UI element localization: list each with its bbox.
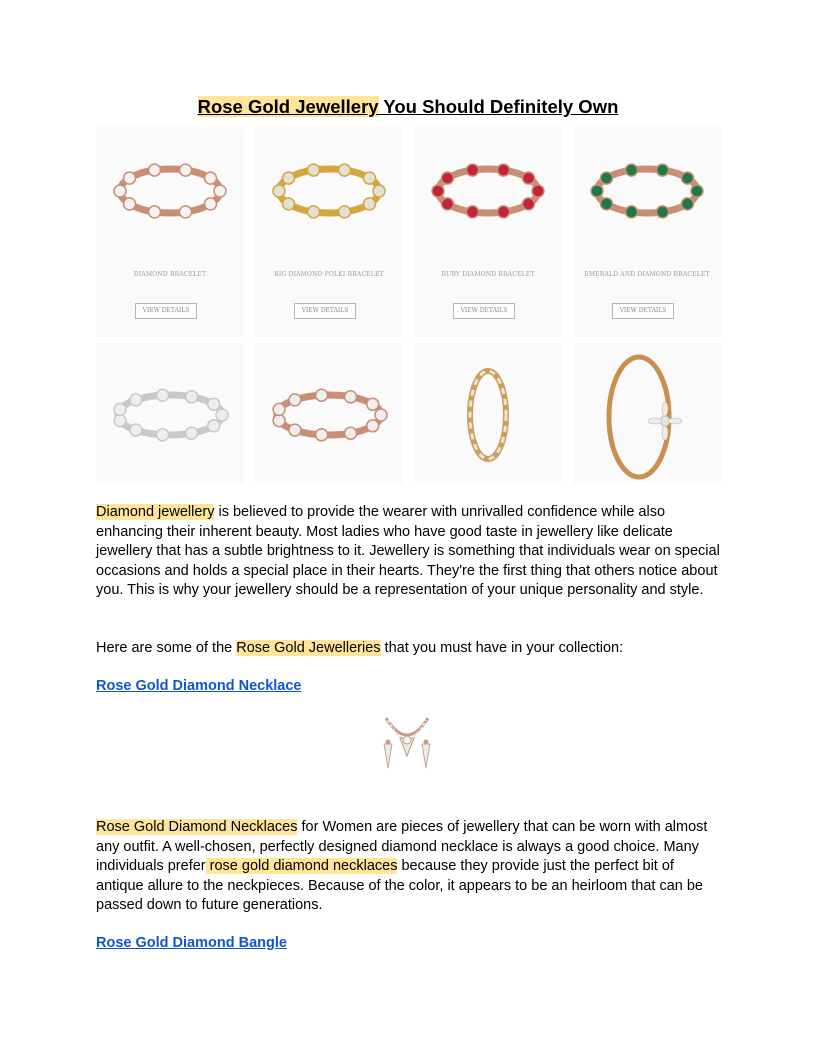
bracelet-stone	[442, 198, 454, 210]
bracelet-stone	[208, 398, 220, 410]
collection-paragraph	[96, 639, 722, 659]
section-heading	[96, 677, 722, 697]
bracelet-stone	[124, 198, 136, 210]
necklace-earrings-icon	[372, 712, 442, 782]
bracelet-stone	[186, 391, 198, 403]
bracelet-stone	[339, 206, 351, 218]
product-image	[96, 343, 244, 483]
highlight-text: Rose Gold Diamond Necklaces	[96, 819, 298, 835]
highlight-text: Rose Gold Jewelleries	[236, 640, 381, 656]
bracelet-stone	[289, 394, 301, 406]
bracelet-stone	[180, 164, 192, 176]
bracelet-stone	[273, 403, 285, 415]
bracelet-stone	[367, 398, 379, 410]
bracelet-stone	[339, 164, 351, 176]
intro-paragraph	[96, 503, 722, 601]
bracelet-icon	[96, 343, 244, 483]
paragraph-text: because they provide just the perfect bit of antique allure to the neckpieces. Because of the color, it appears to be an heirloom that can be passed down to future generations.	[96, 858, 703, 913]
flower-motif-icon	[648, 402, 682, 440]
bracelet-stone	[364, 198, 376, 210]
bracelet-stone	[316, 429, 328, 441]
bangle-icon	[414, 343, 562, 483]
section-heading	[96, 934, 722, 954]
bracelet-stone	[591, 185, 603, 197]
bracelet-stone	[124, 172, 136, 184]
bangle-icon	[573, 343, 721, 483]
bracelet-stone	[345, 391, 357, 403]
title-rest: You Should Definitely Own	[378, 96, 619, 117]
view-details-button[interactable]: VIEW DETAILS	[453, 303, 515, 319]
bracelet-stone	[626, 206, 638, 218]
bracelet-stone	[273, 185, 285, 197]
page-title	[0, 96, 816, 118]
necklace-link[interactable]: Rose Gold Diamond Necklace	[96, 678, 302, 694]
bracelet-icon	[414, 127, 562, 267]
paragraph-text: that you must have in your collection:	[380, 640, 624, 656]
bracelet-stone	[467, 206, 479, 218]
bracelet-stone	[114, 415, 126, 427]
bracelet-stone	[601, 198, 613, 210]
bracelet-icon	[255, 127, 403, 267]
product-card	[96, 127, 244, 337]
bracelet-stone	[149, 164, 161, 176]
necklace-paragraph	[96, 818, 722, 916]
bracelet-stone	[283, 198, 295, 210]
bracelet-stone	[208, 420, 220, 432]
bracelet-stone	[308, 206, 320, 218]
bracelet-stone	[367, 420, 379, 432]
bracelet-stone	[130, 424, 142, 436]
bracelet-stone	[216, 409, 228, 421]
bracelet-stone	[180, 206, 192, 218]
bracelet-stone	[626, 164, 638, 176]
view-details-button[interactable]: VIEW DETAILS	[294, 303, 356, 319]
bracelet-stone	[157, 389, 169, 401]
bracelet-stone	[157, 429, 169, 441]
product-caption: EMERALD AND DIAMOND BRACELET	[584, 271, 710, 278]
highlight-text: Diamond jewellery	[96, 504, 215, 520]
view-details-button[interactable]: VIEW DETAILS	[135, 303, 197, 319]
product-card	[573, 127, 721, 337]
paragraph-text: for Women are pieces of jewellery that can be worn with almost any outfit. A well-chosen, perfectly designed diamond necklace is always a good choice. Many individuals prefer	[96, 819, 708, 874]
bangle-band	[609, 357, 669, 477]
product-caption: RUBY DIAMOND BRACELET	[441, 271, 535, 278]
bracelet-stone	[186, 427, 198, 439]
bracelet-stone	[442, 172, 454, 184]
bracelet-stone	[498, 206, 510, 218]
bracelet-stone	[432, 185, 444, 197]
bracelet-stone	[657, 206, 669, 218]
title-highlight: Rose Gold Jewellery	[197, 96, 379, 117]
bracelet-icon	[96, 127, 244, 267]
product-image	[573, 343, 721, 483]
bracelet-stone	[273, 415, 285, 427]
bracelet-stone	[532, 185, 544, 197]
bracelet-stone	[205, 198, 217, 210]
product-card	[255, 127, 403, 337]
product-image	[255, 343, 403, 483]
product-gallery	[96, 127, 720, 483]
bangle-link[interactable]: Rose Gold Diamond Bangle	[96, 935, 287, 951]
bracelet-stone	[682, 198, 694, 210]
bracelet-stone	[283, 172, 295, 184]
product-image	[414, 343, 562, 483]
bracelet-stone	[149, 206, 161, 218]
view-details-button[interactable]: VIEW DETAILS	[612, 303, 674, 319]
bracelet-stone	[467, 164, 479, 176]
bracelet-stone	[523, 198, 535, 210]
bracelet-stone	[523, 172, 535, 184]
paragraph-text: Here are some of the	[96, 640, 237, 656]
product-caption: DIAMOND BRACELET	[133, 271, 207, 278]
bracelet-stone	[601, 172, 613, 184]
bracelet-stone	[375, 409, 387, 421]
bracelet-stone	[114, 403, 126, 415]
bracelet-stone	[373, 185, 385, 197]
bracelet-stone	[316, 389, 328, 401]
bracelet-stone	[130, 394, 142, 406]
bracelet-stone	[345, 427, 357, 439]
bracelet-stone	[691, 185, 703, 197]
product-caption: RIG DIAMOND POLKI BRACELET	[274, 271, 384, 278]
bracelet-icon	[255, 343, 403, 483]
paragraph-text: is believed to provide the wearer with unrivalled confidence while also enhancing their inherent beauty. Most ladies who have good taste in jewellery like delicate jewellery that has a subtle brightness to it. Jewellery is something that individuals wear on special occasions and holds a special place in their hearts. They're the first thing that others notice about you. This is why your jewellery should be a representation of your unique personality and style.	[96, 504, 720, 598]
bracelet-stone	[498, 164, 510, 176]
bracelet-stone	[657, 164, 669, 176]
bracelet-stone	[364, 172, 376, 184]
bracelet-icon	[573, 127, 721, 267]
bracelet-stone	[114, 185, 126, 197]
bracelet-stone	[289, 424, 301, 436]
highlight-text: rose gold diamond necklaces	[205, 858, 398, 874]
bracelet-stone	[682, 172, 694, 184]
bracelet-stone	[214, 185, 226, 197]
bracelet-stone	[205, 172, 217, 184]
bracelet-stone	[308, 164, 320, 176]
product-card	[414, 127, 562, 337]
